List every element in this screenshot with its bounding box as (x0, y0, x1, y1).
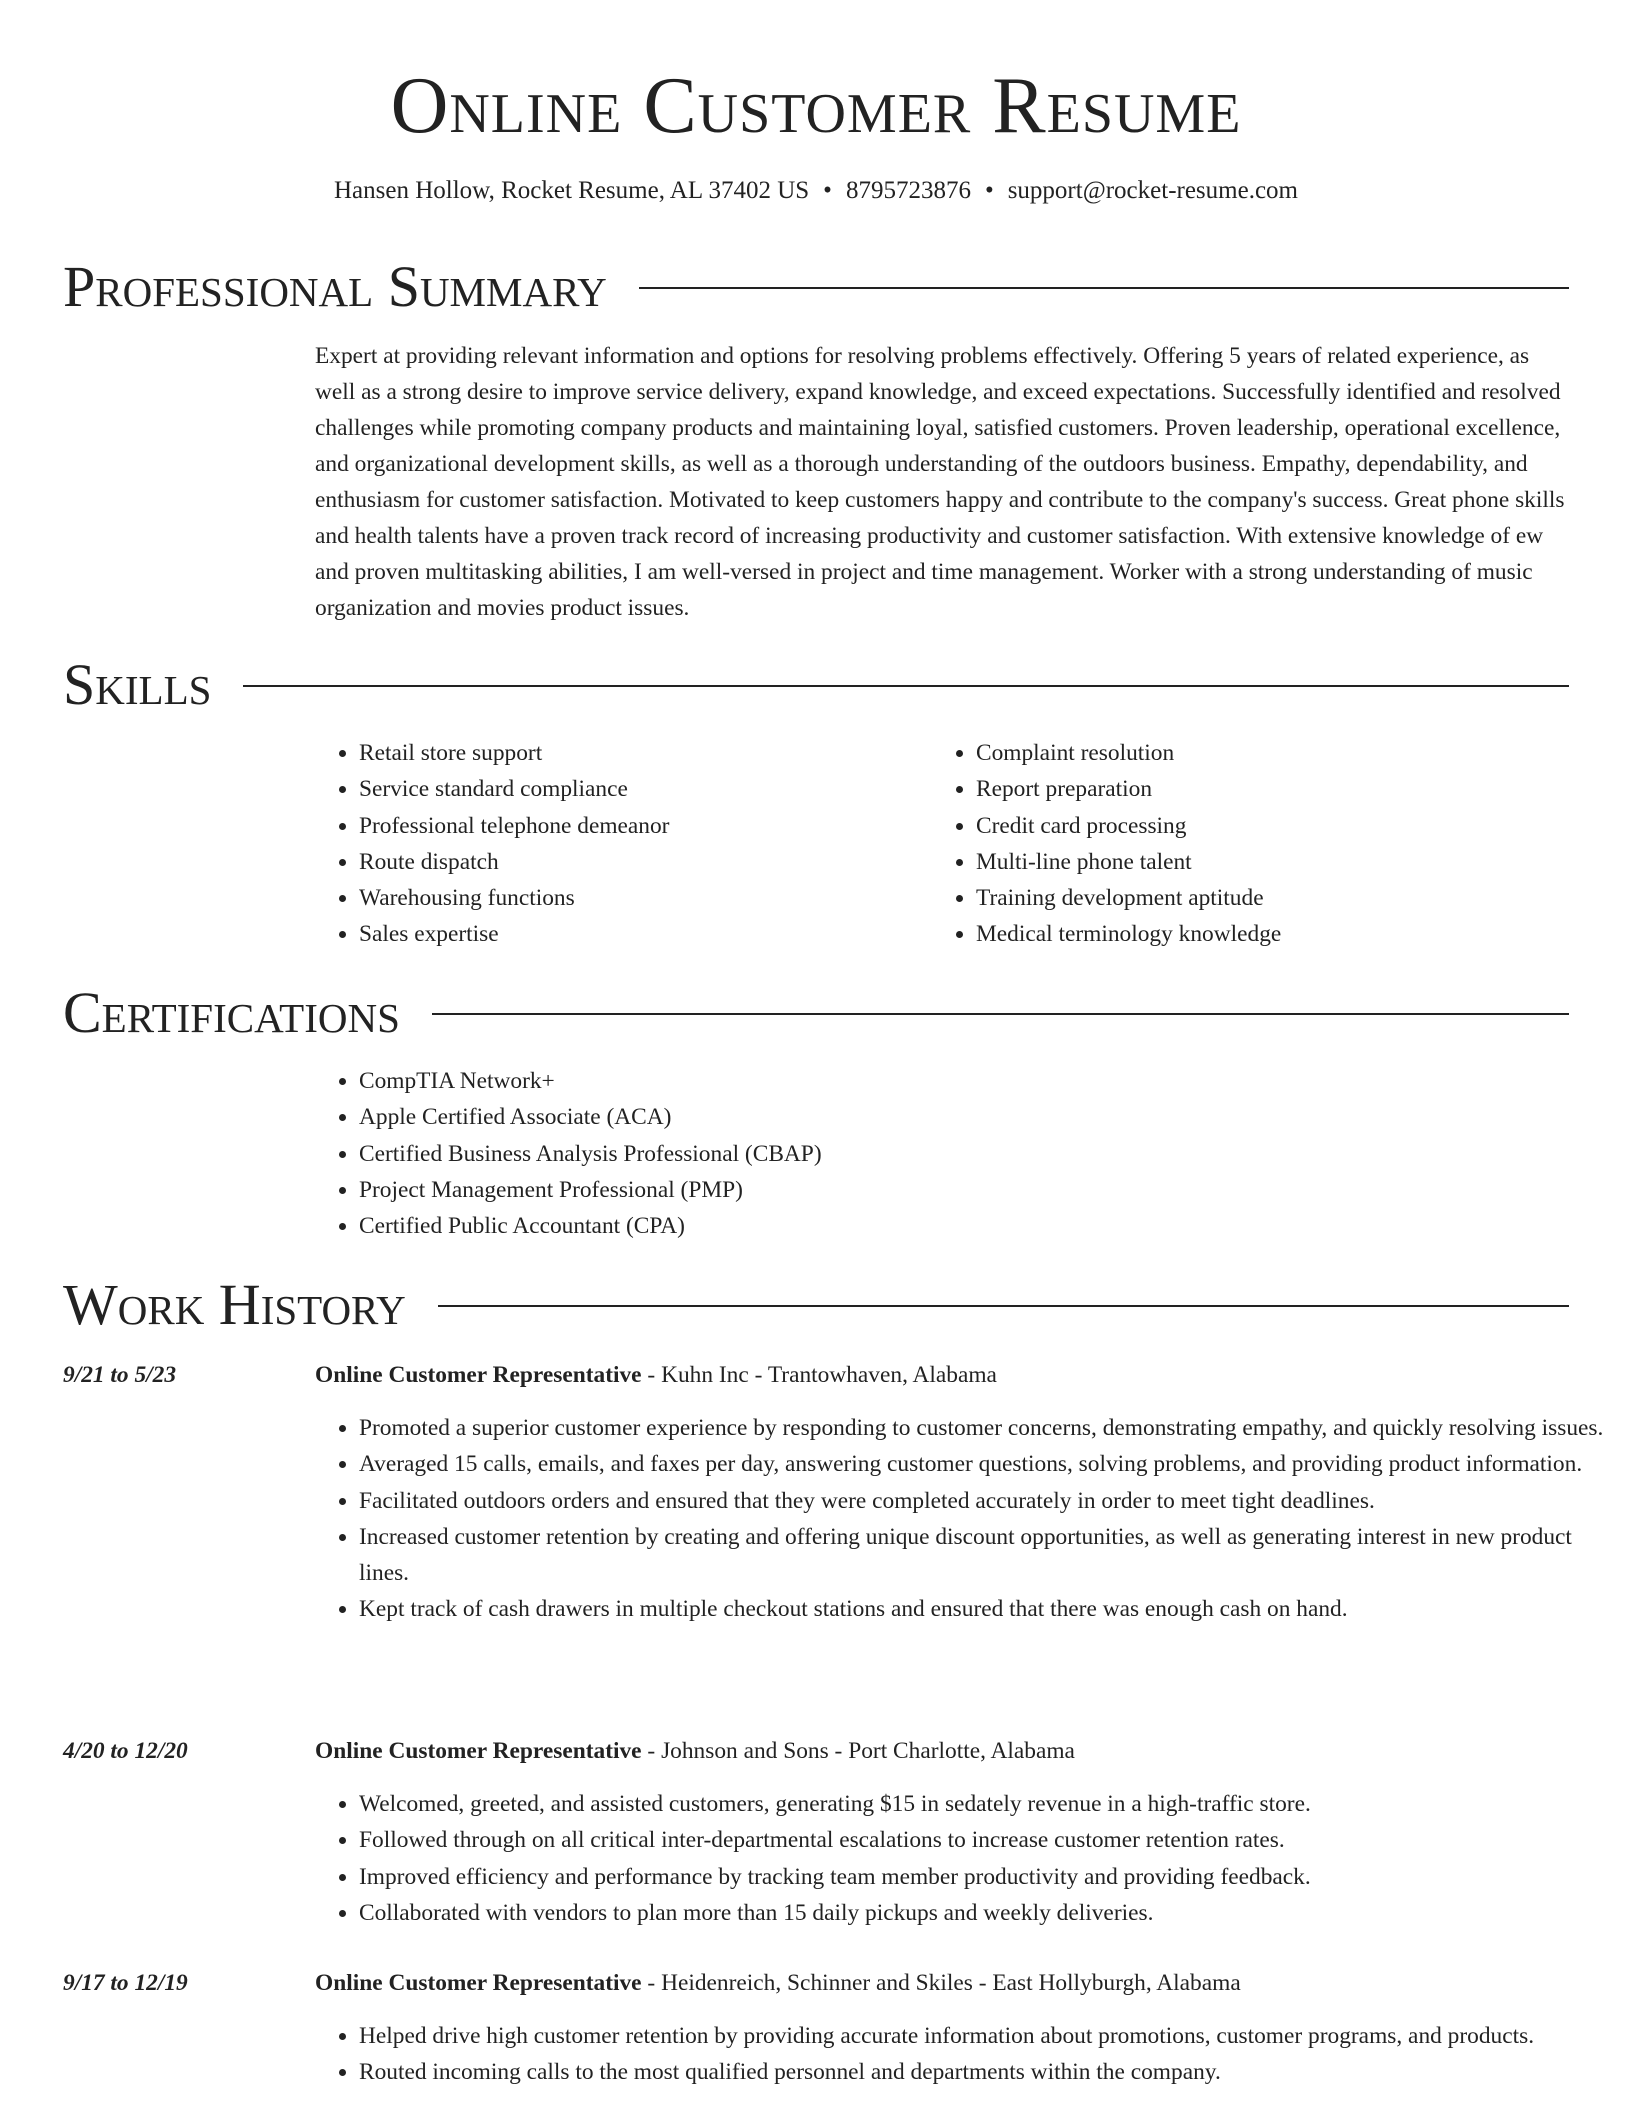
contact-separator: • (984, 177, 994, 204)
job-bullet: • Followed through on all critical inter-departmental escalations to increase customer retention rates. (359, 1822, 1614, 1858)
section-header-work-history (63, 1272, 1569, 1338)
certification-item: • Project Management Professional (PMP) (359, 1172, 1614, 1208)
skills-list-right (932, 735, 1576, 953)
section-divider (639, 287, 1569, 289)
skill-item: • Training development aptitude (976, 880, 1576, 916)
job-bullet: • Welcomed, greeted, and assisted customers, generating $15 in sedately revenue in a high-traffic store. (359, 1786, 1614, 1822)
job-bullet: • Facilitated outdoors orders and ensured that they were completed accurately in order to meet tight deadlines. (359, 1483, 1614, 1519)
certification-item: • CompTIA Network+ (359, 1063, 1614, 1099)
job-employer: - Heidenreich, Schinner and Skiles - East Hollyburgh, Alabama (641, 1970, 1241, 1996)
skill-item: • Credit card processing (976, 808, 1576, 844)
certification-item: • Certified Business Analysis Professional (CBAP) (359, 1136, 1614, 1172)
job-dates: 4/20 to 12/20 (63, 1738, 188, 1764)
job-bullets (315, 2018, 1614, 2091)
skill-item: • Medical terminology knowledge (976, 916, 1576, 952)
job-title: Online Customer Representative (315, 1738, 642, 1764)
section-title-summary: Professional Summary (63, 254, 607, 319)
section-divider (438, 1305, 1569, 1307)
skill-item: • Route dispatch (359, 844, 919, 880)
section-header-summary (63, 254, 1569, 320)
job-bullet: • Promoted a superior customer experience by responding to customer concerns, demonstrating empathy, and quickly resolving issues. (359, 1410, 1614, 1446)
job-bullet: • Collaborated with vendors to plan more than 15 daily pickups and weekly deliveries. (359, 1895, 1614, 1931)
section-title-work-history: Work History (63, 1272, 406, 1337)
skill-item: • Sales expertise (359, 916, 919, 952)
job-heading (315, 1734, 1075, 1768)
job-heading (315, 1966, 1241, 2000)
job-title: Online Customer Representative (315, 1970, 642, 1996)
skill-item: • Professional telephone demeanor (359, 808, 919, 844)
section-divider (432, 1013, 1569, 1015)
section-divider (243, 685, 1569, 687)
skill-item: • Warehousing functions (359, 880, 919, 916)
job-bullet: • Kept track of cash drawers in multiple checkout stations and ensured that there was enough cash on hand. (359, 1591, 1614, 1627)
resume-title: Online Customer Resume (390, 62, 1242, 150)
job-bullet: • Routed incoming calls to the most qualified personnel and departments within the company. (359, 2054, 1614, 2090)
job-title: Online Customer Representative (315, 1362, 642, 1388)
skill-item: • Retail store support (359, 735, 919, 771)
job-bullet: • Averaged 15 calls, emails, and faxes per day, answering customer questions, solving problems, and providing product information. (359, 1446, 1614, 1482)
contact-email[interactable]: support@rocket-resume.com (1007, 177, 1298, 204)
job-dates: 9/21 to 5/23 (63, 1362, 177, 1388)
certification-item: • Apple Certified Associate (ACA) (359, 1099, 1614, 1135)
job-heading (315, 1358, 997, 1392)
skill-item: • Complaint resolution (976, 735, 1576, 771)
contact-address: Hansen Hollow, Rocket Resume, AL 37402 US (333, 177, 810, 204)
contact-line (0, 174, 1632, 208)
skill-item: • Multi-line phone talent (976, 844, 1576, 880)
job-bullets (315, 1410, 1614, 1628)
certification-item: • Certified Public Accountant (CPA) (359, 1208, 1614, 1244)
section-title-certifications: Certifications (63, 980, 400, 1045)
job-dates: 9/17 to 12/19 (63, 1970, 188, 1996)
job-bullet: • Improved efficiency and performance by tracking team member productivity and providing feedback. (359, 1859, 1614, 1895)
job-bullet: • Increased customer retention by creating and offering unique discount opportunities, as well as generating interest in new product lines. (359, 1519, 1614, 1592)
skill-item: • Service standard compliance (359, 771, 919, 807)
job-bullet: • Helped drive high customer retention by providing accurate information about promotions, customer programs, and products. (359, 2018, 1614, 2054)
section-title-skills: Skills (63, 652, 212, 717)
job-employer: - Johnson and Sons - Port Charlotte, Alabama (641, 1738, 1075, 1764)
job-bullets (315, 1786, 1614, 1931)
contact-separator: • (823, 177, 832, 204)
certifications-list (315, 1063, 1614, 1244)
job-employer: - Kuhn Inc - Trantowhaven, Alabama (641, 1362, 997, 1388)
summary-text: Expert at providing relevant information and options for resolving problems effectively. Offering 5 years of related experience, as well as a strong desire to improve service delivery, expand knowledge, and exceed expectations. Successfully identified and resolved challenges while promoting company products and maintaining loyal, satisfied customers. Proven leadership, operational excellence, and organizational development skills, as well as a thorough understanding of the outdoors business. Empathy, dependability, and enthusiasm for customer satisfaction. Motivated to keep customers happy and contribute to the company's success. Great phone skills and health talents have a proven track record of increasing productivity and customer satisfaction. With extensive knowledge of ew and proven multitasking abilities, I am well-versed in project and time management. Worker with a strong understanding of music organization and movies product issues. (315, 343, 1565, 621)
skills-list-left (315, 735, 919, 953)
section-header-certifications (63, 980, 1569, 1046)
contact-phone[interactable]: 8795723876 (845, 177, 971, 204)
skill-item: • Report preparation (976, 771, 1576, 807)
section-header-skills (63, 652, 1569, 718)
